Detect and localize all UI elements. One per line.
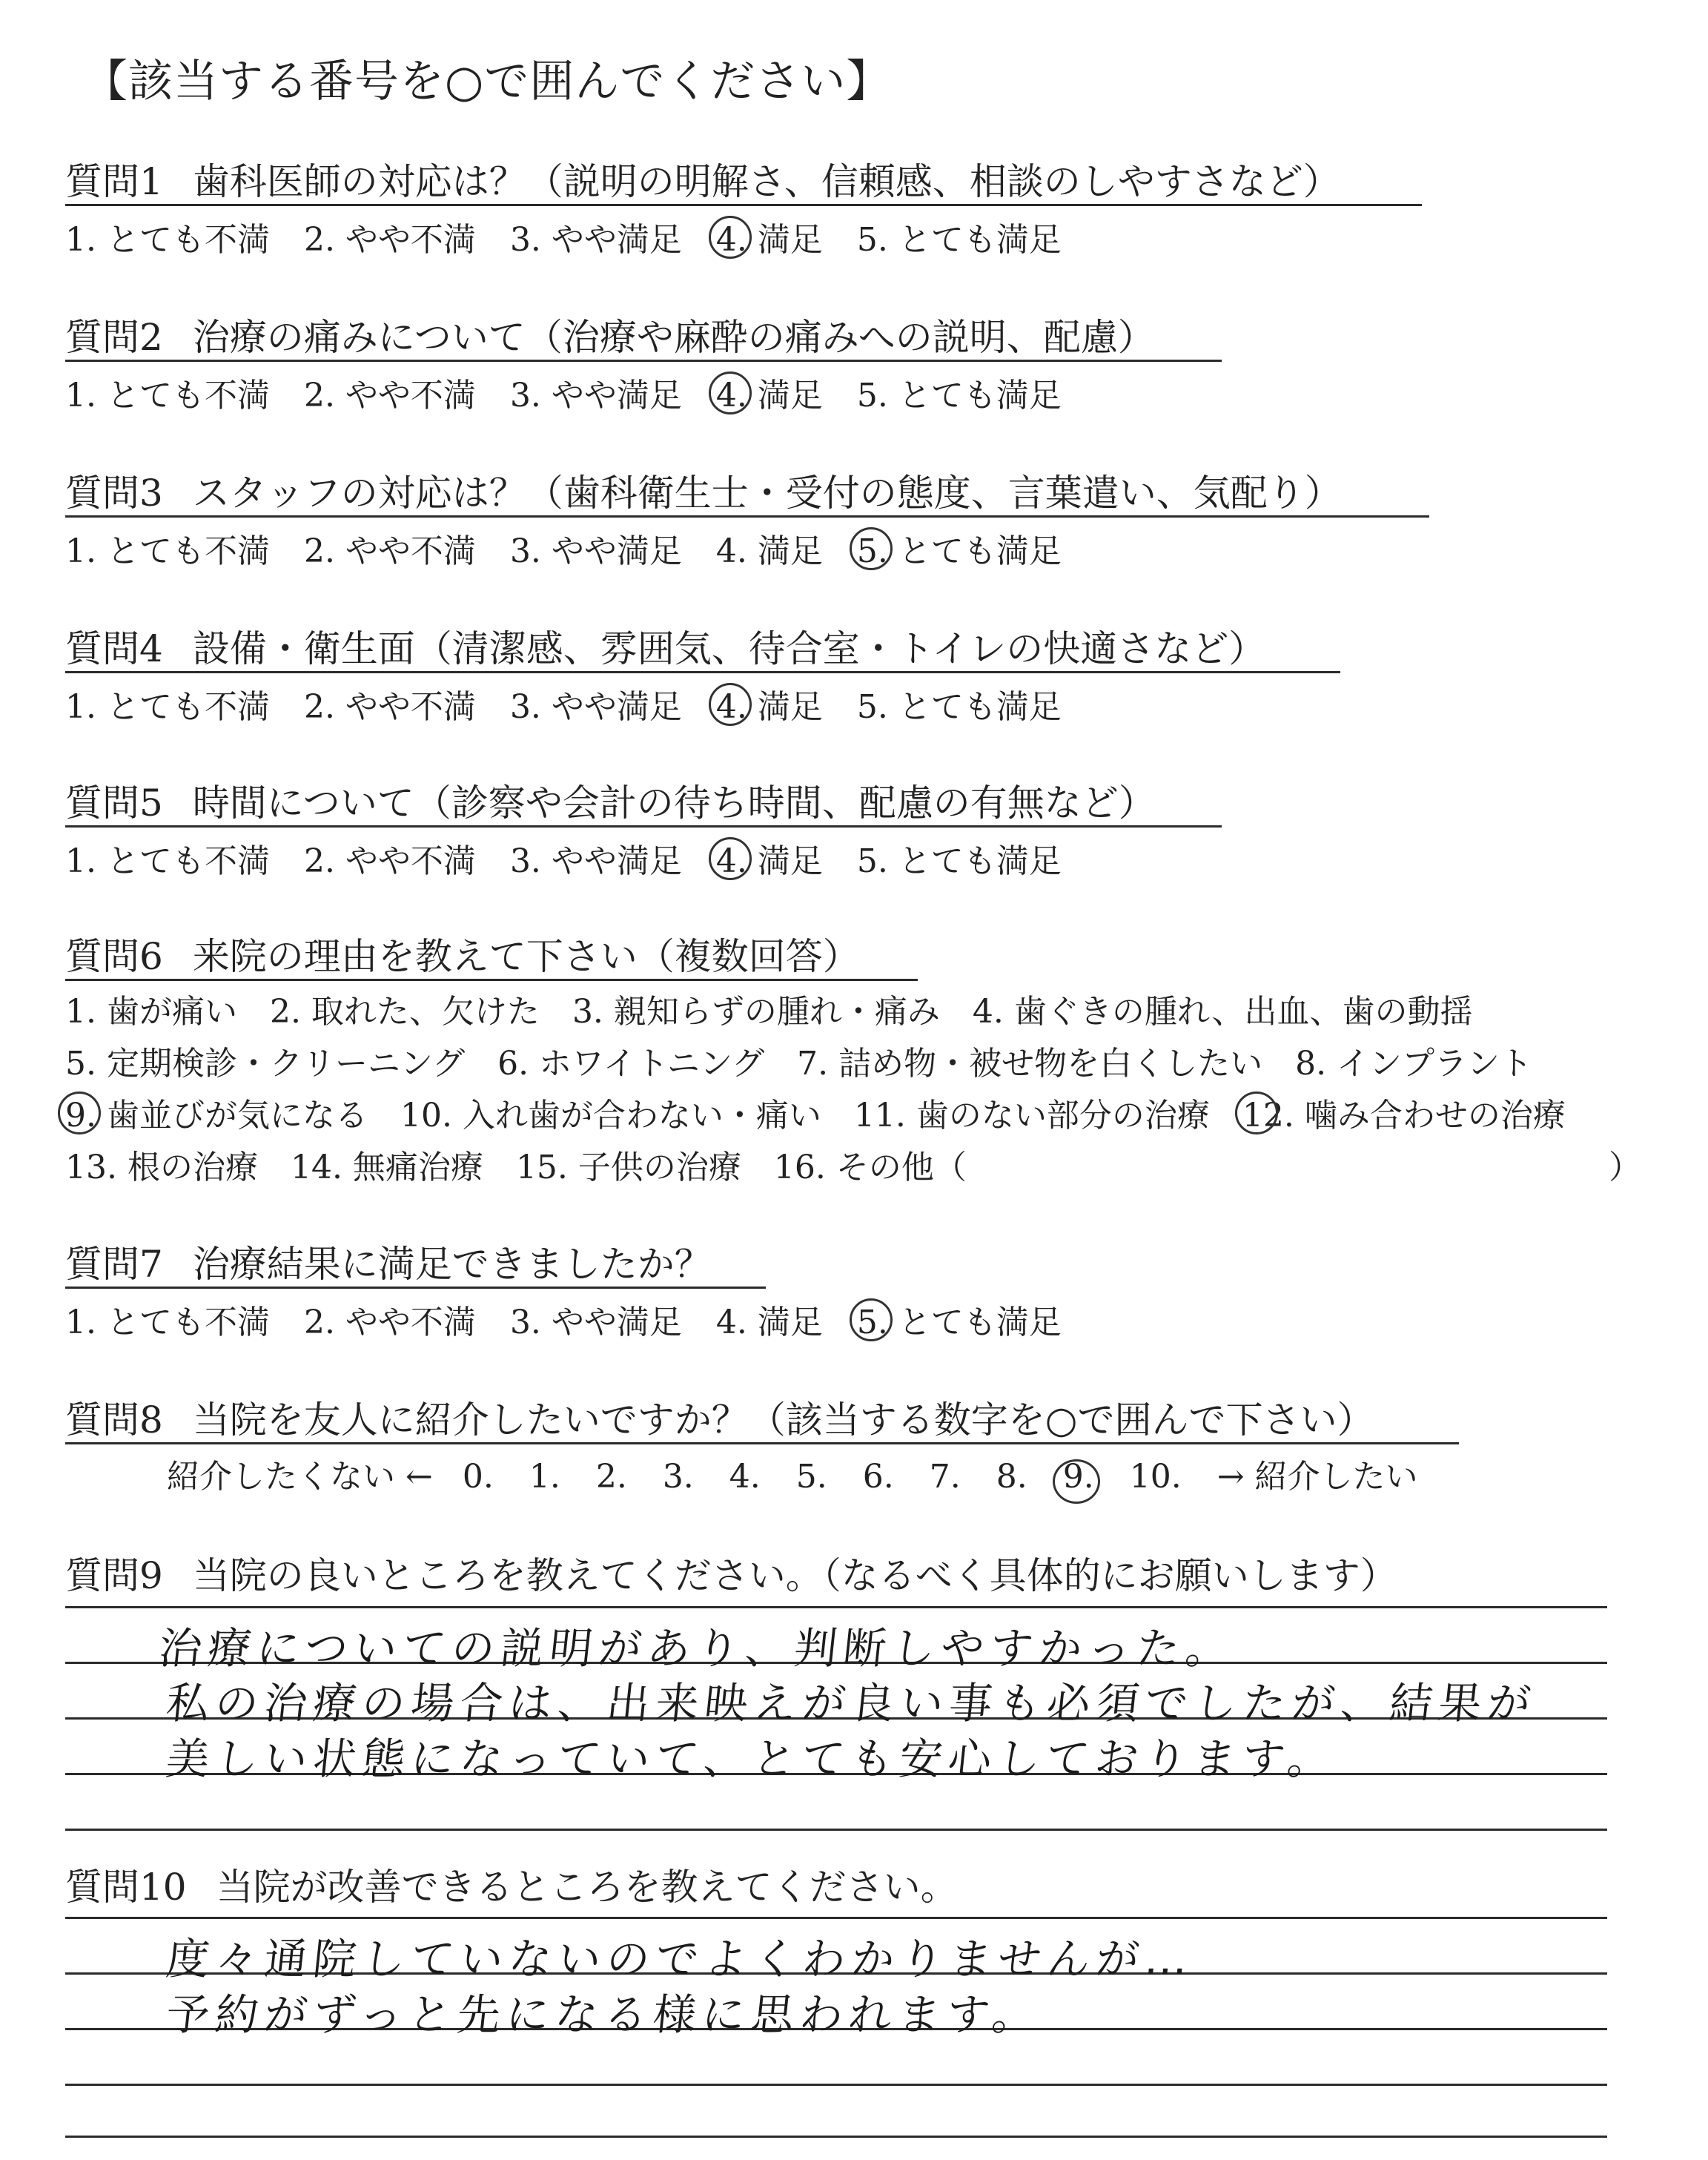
option-2[interactable]: 2. やや不満	[303, 377, 476, 415]
underline	[65, 671, 1340, 673]
scale-10[interactable]: 10.	[1129, 1458, 1182, 1496]
reason-1[interactable]: 1. 歯が痛い	[65, 993, 237, 1031]
question-text: スタッフの対応は？（歯科衛生士・受付の態度、言葉遣い、気配り）	[192, 472, 1342, 515]
option-4[interactable]: 4. 満足	[716, 213, 823, 260]
answer-options	[65, 369, 1096, 416]
question-number: 質問9	[65, 1554, 163, 1597]
reason-5[interactable]: 5. 定期検診・クリーニング	[65, 1045, 466, 1083]
option-3[interactable]: 3. やや満足	[509, 532, 682, 570]
option-1[interactable]: 1. とても不満	[65, 377, 270, 415]
reason-row-2	[65, 1037, 1565, 1084]
scale-8[interactable]: 8.	[996, 1458, 1027, 1496]
reason-16[interactable]: 16. その他（	[773, 1149, 967, 1186]
option-4[interactable]: 4. 満足	[715, 1304, 823, 1341]
question-text: 来院の理由を教えて下さい（複数回答）	[192, 935, 860, 978]
question-title	[65, 773, 1156, 827]
option-5[interactable]: 5. とても満足	[857, 1295, 1062, 1343]
scale-9[interactable]: 9.	[1062, 1458, 1094, 1496]
question-7	[0, 1235, 1708, 1341]
answer-options	[65, 213, 1096, 260]
question-number: 質問3	[65, 472, 163, 515]
option-4[interactable]: 4. 満足	[715, 532, 823, 570]
page-heading: 【該当する番号を○で囲んでください】	[83, 56, 892, 108]
option-2[interactable]: 2. やや不満	[303, 688, 476, 726]
option-4[interactable]: 4. 満足	[716, 680, 823, 727]
question-4	[0, 619, 1708, 726]
underline	[65, 360, 1222, 362]
question-number: 質問4	[65, 627, 163, 670]
answer-options	[65, 680, 1096, 727]
question-title	[65, 927, 860, 980]
question-title	[65, 619, 1265, 673]
answer-rule	[65, 2136, 1607, 2138]
question-title	[65, 308, 1155, 361]
question-number: 質問2	[65, 316, 163, 359]
question-number: 質問6	[65, 935, 163, 978]
scale-1[interactable]: 1.	[529, 1458, 560, 1496]
option-1[interactable]: 1. とても不満	[65, 221, 270, 259]
reason-4[interactable]: 4. 歯ぐきの腫れ、出血、歯の動揺	[972, 993, 1473, 1031]
question-title	[65, 1546, 1397, 1599]
option-1[interactable]: 1. とても不満	[65, 1304, 270, 1341]
other-close-paren: ）	[1609, 1149, 1641, 1186]
reason-3[interactable]: 3. 親知らずの腫れ・痛み	[572, 993, 940, 1031]
option-1[interactable]: 1. とても不満	[65, 688, 270, 726]
handwritten-answer-line: 度々通院していないのでよくわかりませんが…	[163, 1934, 1197, 1984]
reason-11[interactable]: 11. 歯のない部分の治療	[853, 1097, 1210, 1135]
underline	[65, 1287, 766, 1289]
option-1[interactable]: 1. とても不満	[65, 842, 270, 880]
underline	[65, 979, 918, 981]
handwritten-answer-line: 予約がずっと先になる様に思われます。	[163, 1989, 1044, 2040]
answer-rule	[65, 1829, 1607, 1831]
question-number: 質問5	[65, 782, 163, 825]
scale-4[interactable]: 4.	[729, 1458, 761, 1496]
reason-row-4	[65, 1140, 999, 1188]
answer-options	[65, 834, 1096, 882]
scale-2[interactable]: 2.	[595, 1458, 627, 1496]
option-5[interactable]: 5. とても満足	[856, 377, 1062, 415]
scale-6[interactable]: 6.	[862, 1458, 894, 1496]
question-text: 当院の良いところを教えてください。（なるべく具体的にお願いします）	[192, 1554, 1397, 1597]
question-text: 治療の痛みについて（治療や麻酔の痛みへの説明、配慮）	[192, 316, 1155, 359]
reason-10[interactable]: 10. 入れ歯が合わない・痛い	[400, 1097, 821, 1135]
option-5[interactable]: 5. とても満足	[856, 842, 1062, 880]
scale-left-label: 紹介したくない ←	[167, 1458, 433, 1496]
reason-row-1	[65, 985, 1506, 1032]
question-text: 時間について（診察や会計の待ち時間、配慮の有無など）	[192, 782, 1156, 825]
option-5[interactable]: 5. とても満足	[856, 688, 1062, 726]
question-text: 治療結果に満足できましたか？	[192, 1243, 712, 1286]
underline	[65, 515, 1429, 518]
option-2[interactable]: 2. やや不満	[303, 1304, 476, 1341]
reason-13[interactable]: 13. 根の治療	[65, 1149, 258, 1186]
question-title	[65, 152, 1340, 205]
question-number: 質問7	[65, 1243, 163, 1286]
underline	[65, 1442, 1459, 1444]
reason-7[interactable]: 7. 詰め物・被せ物を白くしたい	[797, 1045, 1263, 1083]
handwritten-answer-line: 私の治療の場合は、出来映えが良い事も必須でしたが、結果が	[163, 1678, 1540, 1728]
option-3[interactable]: 3. やや満足	[509, 842, 682, 880]
option-5[interactable]: 5. とても満足	[856, 221, 1062, 259]
question-number: 質問1	[65, 160, 163, 203]
answer-rule	[65, 1917, 1607, 1919]
recommend-scale	[167, 1450, 1418, 1497]
question-title	[65, 1390, 1374, 1444]
handwritten-answer-line: 治療についての説明があり、判断しやすかった。	[156, 1623, 1237, 1674]
option-2[interactable]: 2. やや不満	[303, 842, 476, 880]
option-3[interactable]: 3. やや満足	[509, 1304, 682, 1341]
answer-options	[65, 524, 1096, 572]
option-4[interactable]: 4. 満足	[716, 834, 823, 882]
question-text: 当院を友人に紹介したいですか？（該当する数字を○で囲んで下さい）	[192, 1398, 1374, 1441]
reason-row-3	[65, 1089, 1598, 1136]
option-3[interactable]: 3. やや満足	[509, 377, 682, 415]
question-2	[0, 308, 1708, 415]
option-3[interactable]: 3. やや満足	[509, 688, 682, 726]
reason-9[interactable]: 9. 歯並びが気になる	[65, 1089, 368, 1136]
reason-15[interactable]: 15. 子供の治療	[515, 1149, 741, 1186]
scale-right-label: → 紹介したい	[1217, 1458, 1418, 1496]
scale-7[interactable]: 7.	[929, 1458, 961, 1496]
question-number: 質問8	[65, 1398, 163, 1441]
answer-rule	[65, 1606, 1607, 1608]
handwritten-answer-line: 美しい状態になっていて、とても安心しております。	[163, 1734, 1340, 1784]
scale-3[interactable]: 3.	[662, 1458, 694, 1496]
question-3	[0, 463, 1708, 570]
question-title	[65, 1235, 712, 1288]
question-text: 当院が改善できるところを教えてください。	[216, 1866, 958, 1909]
option-2[interactable]: 2. やや不満	[303, 532, 476, 570]
underline	[65, 204, 1422, 206]
option-1[interactable]: 1. とても不満	[65, 532, 270, 570]
answer-options	[65, 1295, 1096, 1343]
question-number: 質問10	[65, 1866, 187, 1909]
option-3[interactable]: 3. やや満足	[509, 221, 682, 259]
reason-2[interactable]: 2. 取れた、欠けた	[269, 993, 540, 1031]
scale-0[interactable]: 0.	[462, 1458, 494, 1496]
reason-14[interactable]: 14. 無痛治療	[290, 1149, 483, 1186]
question-5	[0, 773, 1708, 880]
reason-6[interactable]: 6. ホワイトニング	[497, 1045, 765, 1083]
question-title	[65, 463, 1342, 517]
question-text: 歯科医師の対応は？（説明の明解さ、信頼感、相談のしやすさなど）	[192, 160, 1340, 203]
answer-rule	[65, 2084, 1607, 2086]
reason-8[interactable]: 8. インプラント	[1295, 1045, 1533, 1083]
reason-12[interactable]: 12. 噛み合わせの治療	[1242, 1089, 1566, 1136]
question-title	[65, 1857, 958, 1911]
scale-5[interactable]: 5.	[795, 1458, 827, 1496]
question-text: 設備・衛生面（清潔感、雰囲気、待合室・トイレの快適さなど）	[192, 627, 1266, 670]
option-5[interactable]: 5. とても満足	[857, 524, 1062, 572]
question-1	[0, 152, 1708, 259]
option-2[interactable]: 2. やや不満	[303, 221, 476, 259]
underline	[65, 825, 1222, 828]
option-4[interactable]: 4. 満足	[716, 369, 823, 416]
